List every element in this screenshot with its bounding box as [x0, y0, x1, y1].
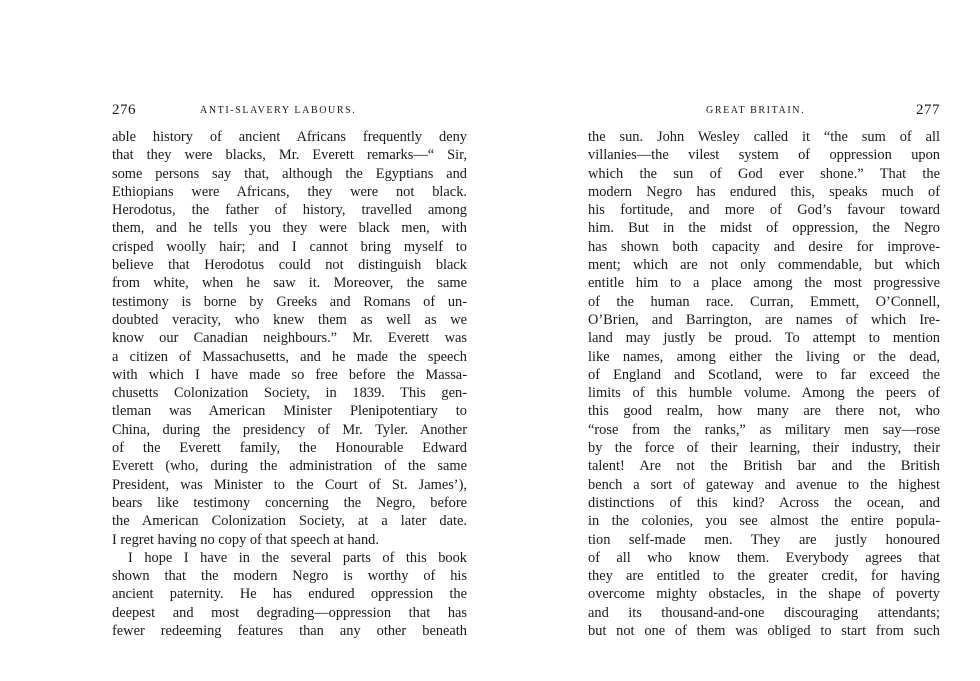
text-line: with which I have made so free before the Massa-	[112, 366, 467, 383]
text-line: a citizen of Massachusetts, and he made the speech	[112, 348, 467, 365]
text-line: ancient paternity. He has endured oppression the	[112, 586, 467, 603]
text-line: distinctions of this kind? Across the ocean, and	[588, 494, 940, 511]
text-line: they are entitled to the greater credit, for having	[588, 568, 940, 585]
text-line: the American Colonization Society, at a later date.	[112, 513, 467, 530]
text-line: doubted veracity, who knew them as well as we	[112, 311, 467, 328]
text-line: I hope I have in the several parts of this book	[128, 549, 467, 566]
text-line: fewer redeeming features than any other beneath	[112, 623, 467, 640]
text-line: and its thousand-and-one discouraging attendants;	[588, 604, 940, 621]
text-line: which the sun of God ever shone.” That the	[588, 165, 940, 182]
text-line: of the human race. Curran, Emmett, O’Connell,	[588, 293, 940, 310]
left-page	[112, 102, 467, 640]
right-running-head	[588, 102, 940, 124]
text-line: him. But in the midst of oppression, the Negro	[588, 220, 940, 237]
right-page	[588, 102, 940, 640]
text-line: overcome mighty obstacles, in the shape of poverty	[588, 586, 940, 603]
text-line: China, during the presidency of Mr. Tyler. Another	[112, 421, 467, 438]
text-line: Ethiopians were Africans, they were not black.	[112, 183, 467, 200]
text-line: some persons say that, although the Egyptians and	[112, 165, 467, 182]
text-line: tion self-made men. They are justly honoured	[588, 531, 940, 548]
text-line: like names, among either the living or the dead,	[588, 348, 940, 365]
text-line: know our Canadian neighbours.” Mr. Everett was	[112, 330, 467, 347]
text-line: this good realm, how many are there not, who	[588, 403, 940, 420]
right-body-text	[588, 128, 940, 640]
text-line: entitle him to a place among the most progressive	[588, 275, 940, 292]
text-line: “rose from the ranks,” as military men say—rose	[588, 421, 940, 438]
text-line: O’Brien, and Barrington, are names of which Ire-	[588, 311, 940, 328]
text-line: chusetts Colonization Society, in 1839. This gen-	[112, 385, 467, 402]
text-line: from white, when he saw it. Moreover, the same	[112, 275, 467, 292]
text-line: the sun. John Wesley called it “the sum of all	[588, 129, 940, 145]
text-line: ment; which are not only commendable, but which	[588, 257, 940, 274]
text-line: of England and Scotland, were to far exceed the	[588, 366, 940, 383]
text-line: modern Negro has endured this, speaks much of	[588, 183, 940, 200]
text-line: of all who know them. Everybody agrees that	[588, 549, 940, 566]
text-line: believe that Herodotus could not distinguish black	[112, 257, 467, 274]
text-line: by the force of their learning, their industry, their	[588, 440, 940, 457]
left-body-text	[112, 128, 467, 640]
text-line: land may justly be proud. To attempt to mention	[588, 330, 940, 347]
right-page-number: 277	[916, 102, 940, 118]
text-line: limits of this humble volume. Among the peers of	[588, 385, 940, 402]
text-line: deepest and most degrading—oppression that has	[112, 604, 467, 621]
text-line: them, and he tells you they were black men, with	[112, 220, 467, 237]
left-running-head	[112, 102, 467, 124]
text-line: his fortitude, and more of God’s favour toward	[588, 202, 940, 219]
text-line: I regret having no copy of that speech at hand.	[112, 531, 379, 548]
text-line: villanies—the vilest system of oppression upon	[588, 147, 940, 164]
text-line: Everett (who, during the administration of the same	[112, 458, 467, 475]
text-line: but not one of them was obliged to start from such	[588, 623, 940, 640]
text-line: talent! Are not the British bar and the British	[588, 458, 940, 475]
text-line: crisped woolly hair; and I cannot bring myself to	[112, 238, 467, 255]
text-line: tleman was American Minister Plenipotentiary to	[112, 403, 467, 420]
text-line: of the Everett family, the Honourable Edward	[112, 440, 467, 457]
text-line: Herodotus, the father of history, travelled among	[112, 202, 467, 219]
text-line: bears like testimony concerning the Negro, before	[112, 494, 467, 511]
text-line: has shown both capacity and desire for improve-	[588, 238, 940, 255]
text-line: testimony is borne by Greeks and Romans of un-	[112, 293, 467, 310]
right-running-title: GREAT BRITAIN.	[706, 105, 806, 116]
text-line: President, was Minister to the Court of St. James’),	[112, 476, 467, 493]
left-page-number: 276	[112, 102, 136, 118]
text-line: that they were blacks, Mr. Everett remarks—“ Sir,	[112, 147, 467, 164]
text-line: able history of ancient Africans frequently deny	[112, 129, 467, 145]
text-line: bench a sort of gateway and avenue to the highest	[588, 476, 940, 493]
text-line: in the colonies, you see almost the entire popula-	[588, 513, 940, 530]
left-running-title: ANTI-SLAVERY LABOURS.	[200, 105, 357, 116]
text-line: shown that the modern Negro is worthy of his	[112, 568, 467, 585]
